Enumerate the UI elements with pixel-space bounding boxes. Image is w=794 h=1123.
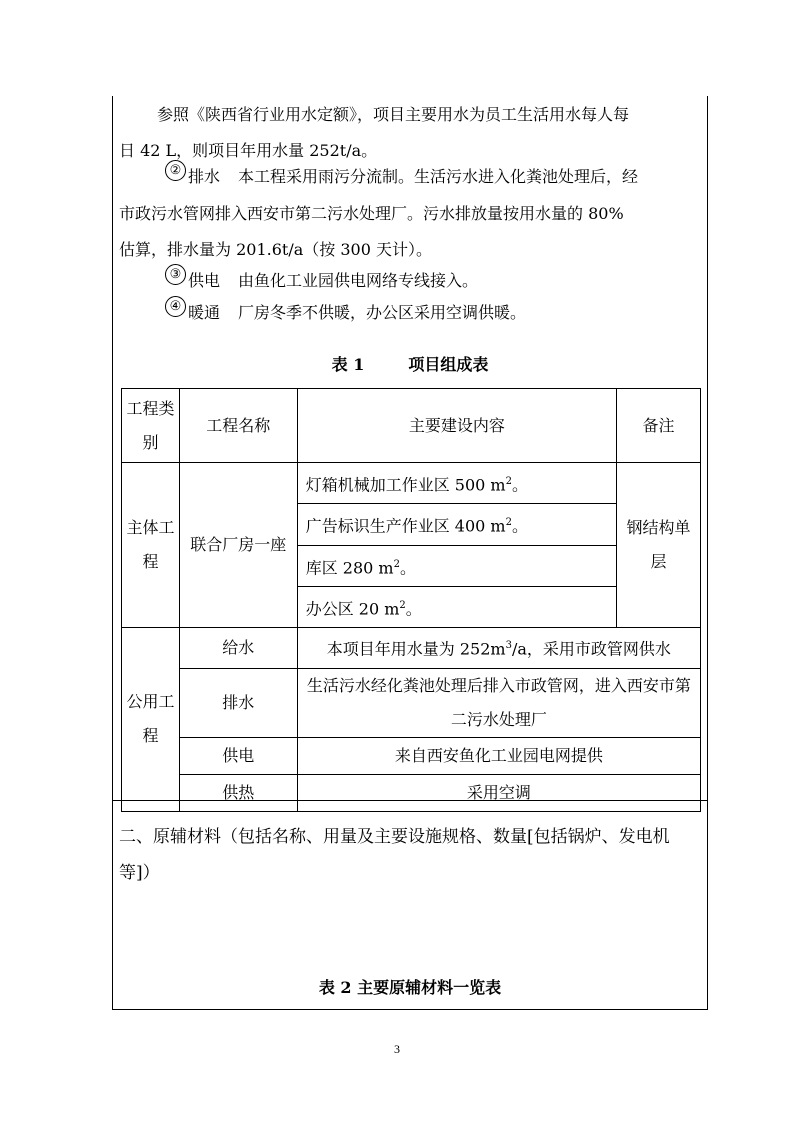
table-row bbox=[122, 628, 701, 668]
header-category: 工程类别 bbox=[122, 389, 180, 463]
circled-number-3: ③ bbox=[165, 264, 186, 285]
main-item-3: 库区 280 $m^2$。 bbox=[297, 545, 616, 586]
section-raw-materials bbox=[113, 801, 707, 1009]
main-item-4: 办公区 20 $m^2$。 bbox=[297, 586, 616, 627]
table-row bbox=[122, 463, 701, 504]
paragraph-power bbox=[119, 264, 701, 292]
public-content-drainage: 生活污水经化粪池处理后排入市政管网，进入西安市第二污水处理厂 bbox=[297, 668, 700, 737]
paragraph-drainage bbox=[119, 160, 701, 188]
drainage-line3: 估算，排水量为 201.6t/a（按 300 天计）。 bbox=[119, 240, 432, 259]
table1-number: 表 1 bbox=[331, 355, 365, 374]
raw-materials-heading: 二、原辅材料（包括名称、用量及主要设施规格、数量[包括锅炉、发电机等]） bbox=[119, 827, 670, 883]
public-content-heating: 采用空调 bbox=[297, 774, 700, 811]
paragraph-water-supply bbox=[119, 104, 701, 162]
table-row bbox=[122, 737, 701, 774]
page-number: 3 bbox=[394, 1042, 400, 1056]
hvac-label: 暖通 bbox=[188, 303, 221, 322]
main-item-1: 灯箱机械加工作业区 500 $m^2$。 bbox=[297, 463, 616, 504]
public-name-water: 给水 bbox=[179, 628, 297, 668]
public-content-power: 来自西安鱼化工业园电网提供 bbox=[297, 737, 700, 774]
public-category: 公用工程 bbox=[122, 628, 180, 811]
public-name-heating: 供热 bbox=[179, 774, 297, 811]
public-content-water: 本项目年用水量为 $252m^3/a$，采用市政管网供水 bbox=[297, 628, 700, 668]
main-category: 主体工程 bbox=[122, 463, 180, 628]
main-note: 钢结构单层 bbox=[617, 463, 701, 628]
hvac-text: 厂房冬季不供暖，办公区采用空调供暖。 bbox=[238, 303, 527, 322]
main-name: 联合厂房一座 bbox=[179, 463, 297, 628]
water-supply-line2: 日 42 L，则项目年用水量 252t/a。 bbox=[119, 141, 378, 160]
header-note: 备注 bbox=[617, 389, 701, 463]
power-text: 由鱼化工业园供电网络专线接入。 bbox=[238, 271, 479, 290]
circled-number-4: ④ bbox=[165, 296, 186, 317]
main-item-2: 广告标识生产作业区 400 $m^2$。 bbox=[297, 504, 616, 545]
table1-name: 项目组成表 bbox=[408, 355, 489, 374]
drainage-line2: 市政污水管网排入西安市第二污水处理厂。污水排放量按用水量的 80% bbox=[119, 204, 624, 223]
table1-title bbox=[113, 352, 707, 375]
water-supply-line1: 参照《陕西省行业用水定额》，项目主要用水为员工生活用水每人每 bbox=[157, 105, 630, 124]
project-composition-table bbox=[121, 388, 701, 812]
public-name-drainage: 排水 bbox=[179, 668, 297, 737]
table2-title: 表 2 主要原辅材料一览表 bbox=[318, 978, 502, 997]
drainage-label: 排水 bbox=[188, 167, 221, 186]
header-name: 工程名称 bbox=[179, 389, 297, 463]
circled-number-2: ② bbox=[165, 160, 186, 181]
table-header-row bbox=[122, 389, 701, 463]
section-water-usage bbox=[113, 96, 707, 801]
drainage-line1: 本工程采用雨污分流制。生活污水进入化粪池处理后，经 bbox=[238, 167, 639, 186]
public-name-power: 供电 bbox=[179, 737, 297, 774]
table-row bbox=[122, 668, 701, 737]
header-content: 主要建设内容 bbox=[297, 389, 616, 463]
paragraph-hvac bbox=[119, 296, 701, 324]
page-frame bbox=[112, 96, 708, 1010]
power-label: 供电 bbox=[188, 271, 221, 290]
